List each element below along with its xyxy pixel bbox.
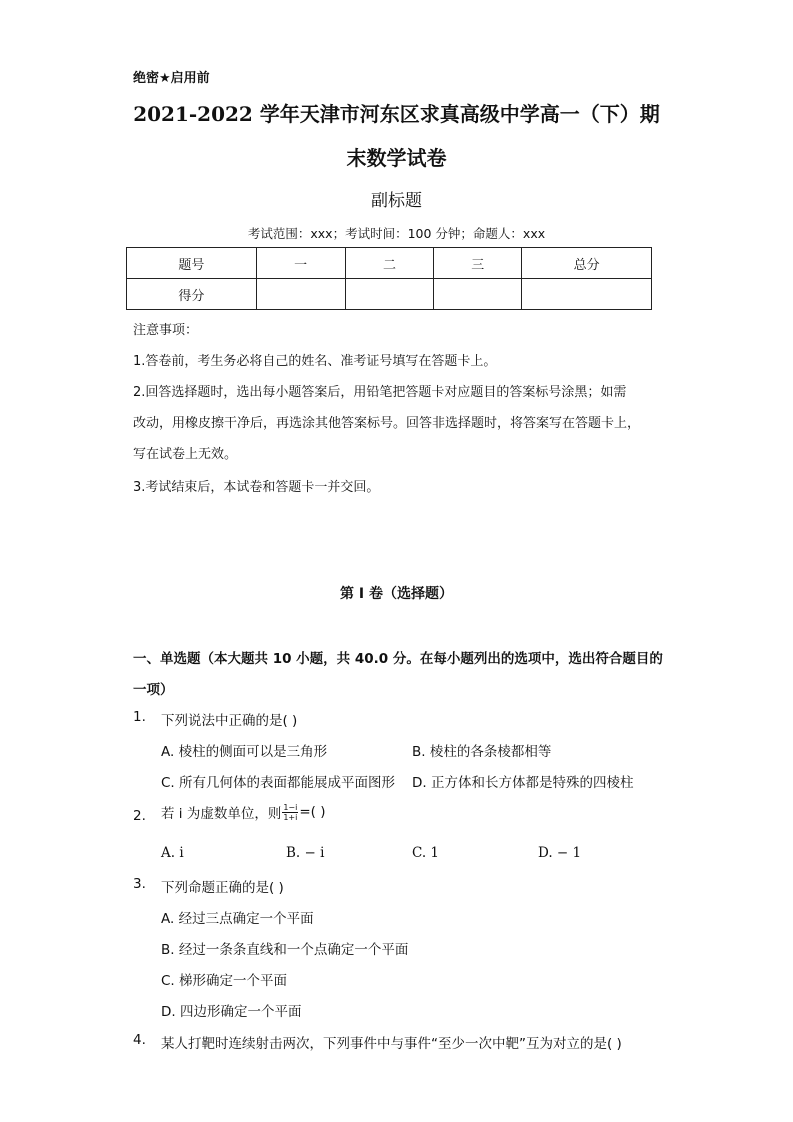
question-number: 4.	[133, 1032, 146, 1048]
question-stem: 下列说法中正确的是( )	[161, 713, 298, 729]
fraction	[282, 803, 298, 822]
option-c[interactable]: C. 1	[412, 845, 440, 861]
option-a[interactable]: A. 经过三点确定一个平面	[161, 911, 314, 927]
question-stem: 下列命题正确的是( )	[161, 880, 284, 896]
score-table-header-row	[127, 248, 652, 279]
exam-title-line1: 2021-2022 学年天津市河东区求真高级中学高一（下）期	[133, 102, 660, 126]
score-cell[interactable]	[434, 279, 522, 310]
score-cell[interactable]	[522, 279, 652, 310]
score-table	[126, 247, 652, 310]
section-title: 第 I 卷（选择题）	[340, 586, 453, 602]
question-number: 2.	[133, 808, 146, 824]
question-number: 3.	[133, 876, 146, 892]
note-item-2-line3: 写在试卷上无效。	[133, 447, 238, 462]
note-item-2-line1: 2.回答选择题时，选出每小题答案后，用铅笔把答题卡对应题目的答案标号涂黑；如需	[133, 385, 627, 400]
question-stem	[161, 802, 326, 822]
option-d[interactable]: D. 正方体和长方体都是特殊的四棱柱	[412, 775, 634, 791]
option-d[interactable]: D. 四边形确定一个平面	[161, 1004, 302, 1020]
score-table-header: 二	[345, 248, 434, 279]
score-cell[interactable]	[345, 279, 434, 310]
fraction-numerator: 1−i	[283, 802, 298, 812]
score-cell[interactable]	[256, 279, 345, 310]
exam-title-line2: 末数学试卷	[346, 146, 447, 170]
fraction-denominator: 1+i	[283, 812, 298, 822]
option-b[interactable]: B. − i	[286, 845, 325, 861]
option-b[interactable]: B. 经过一条条直线和一个点确定一个平面	[161, 942, 409, 958]
note-item-1: 1.答卷前，考生务必将自己的姓名、准考证号填写在答题卡上。	[133, 354, 497, 369]
question-stem: 某人打靶时连续射击两次，下列事件中与事件“至少一次中靶”互为对立的是( )	[161, 1036, 622, 1052]
option-a[interactable]: A. 棱柱的侧面可以是三角形	[161, 744, 328, 760]
score-row-label: 得分	[127, 279, 257, 310]
option-d[interactable]: D. − 1	[538, 845, 582, 861]
option-c[interactable]: C. 所有几何体的表面都能展成平面图形	[161, 775, 396, 791]
score-table-header: 总分	[522, 248, 652, 279]
note-item-3: 3.考试结束后，本试卷和答题卡一并交回。	[133, 480, 380, 495]
part-heading-line2: 一项）	[133, 682, 174, 698]
exam-subtitle: 副标题	[371, 191, 422, 211]
note-item-2-line2: 改动，用橡皮擦干净后，再选涂其他答案标号。回答非选择题时，将答案写在答题卡上，	[133, 416, 641, 431]
option-b[interactable]: B. 棱柱的各条棱都相等	[412, 744, 552, 760]
question-stem-text: 若 i 为虚数单位，则	[161, 806, 282, 822]
exam-info: 考试范围：xxx；考试时间：100 分钟；命题人：xxx	[247, 226, 546, 241]
notes-title: 注意事项：	[133, 323, 199, 338]
score-table-header: 题号	[127, 248, 257, 279]
score-table-header: 一	[256, 248, 345, 279]
score-table-header: 三	[434, 248, 522, 279]
option-a[interactable]: A. i	[161, 845, 184, 861]
confidential-label: 绝密★启用前	[133, 71, 210, 86]
question-stem-text: =( )	[299, 804, 326, 820]
question-number: 1.	[133, 709, 146, 725]
score-table-score-row	[127, 279, 652, 310]
part-heading-line1: 一、单选题（本大题共 10 小题，共 40.0 分。在每小题列出的选项中，选出符合题目的	[133, 651, 663, 667]
option-c[interactable]: C. 梯形确定一个平面	[161, 973, 288, 989]
